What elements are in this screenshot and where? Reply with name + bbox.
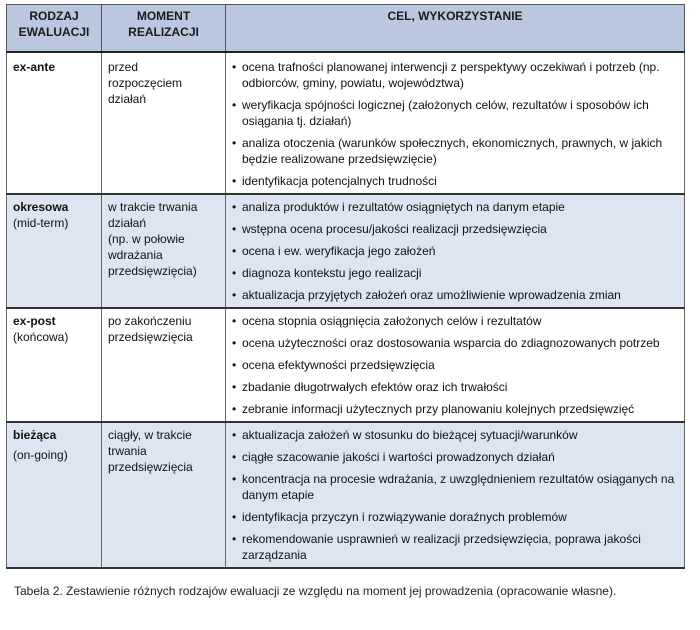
- moment-line: przedsięwzięcia: [108, 330, 193, 344]
- moment-line: działań: [108, 92, 147, 106]
- goals-cell: [226, 422, 685, 568]
- type-cell: [7, 308, 102, 422]
- moment-line: trwania: [108, 444, 147, 458]
- moment-line: rozpoczęciem: [108, 76, 183, 90]
- moment-line: ciągły, w trakcie: [108, 428, 192, 442]
- list-item: • identyfikacja przyczyn i rozwiązywanie doraźnych problemów: [232, 509, 678, 525]
- list-item: • weryfikacja spójności logicznej (założonych celów, rezultatów i sposobów ich osiągania tj. działań): [232, 97, 678, 129]
- type-cell: [7, 52, 102, 194]
- list-item: • ciągłe szacowanie jakości i wartości prowadzonych działań: [232, 449, 678, 465]
- list-item: • ocena stopnia osiągnięcia założonych celów i rezultatów: [232, 313, 678, 329]
- header-goal: [226, 5, 685, 53]
- type-cell: [7, 194, 102, 308]
- list-item: • zebranie informacji użytecznych przy planowaniu kolejnych przedsięwzięć: [232, 401, 678, 417]
- evaluation-type-subtitle: (mid-term): [13, 216, 69, 230]
- list-item: • diagnoza kontekstu jego realizacji: [232, 265, 678, 281]
- moment-cell: [102, 422, 226, 568]
- list-item: • rekomendowanie usprawnień w realizacji przedsięwzięcia, poprawa jakości zarządzania: [232, 531, 678, 563]
- evaluation-type-name: bieżąca: [13, 428, 57, 442]
- table-row: [7, 308, 685, 422]
- list-item: • wstępna ocena procesu/jakości realizacji przedsięwzięcia: [232, 221, 678, 237]
- moment-line: przed: [108, 60, 139, 74]
- header-line: REALIZACJI: [128, 25, 199, 39]
- header-moment: [102, 5, 226, 53]
- list-item: • aktualizacja przyjętych założeń oraz umożliwienie wprowadzenia zmian: [232, 287, 678, 303]
- type-cell: [7, 422, 102, 568]
- evaluation-type-subtitle: (on-going): [13, 448, 68, 462]
- evaluation-type-subtitle: (końcowa): [13, 330, 69, 344]
- goals-cell: [226, 194, 685, 308]
- list-item: • ocena trafności planowanej interwencji z perspektywy oczekiwań i potrzeb (np. odbiorców, gminy, powiatu, województwa): [232, 59, 678, 91]
- moment-cell: [102, 52, 226, 194]
- goals-list: [232, 199, 678, 303]
- header-line: RODZAJ: [29, 9, 79, 23]
- moment-line: w trakcie trwania: [108, 200, 198, 214]
- header-row: [7, 5, 685, 53]
- list-item: • analiza otoczenia (warunków społecznych, ekonomicznych, prawnych, w jakich będzie realizowane przedsięwzięcie): [232, 135, 678, 167]
- goals-list: [232, 427, 678, 563]
- evaluation-types-table: [6, 4, 685, 569]
- table-row: [7, 422, 685, 568]
- goals-list: [232, 313, 678, 417]
- header-line: MOMENT: [136, 9, 191, 23]
- list-item: • identyfikacja potencjalnych trudności: [232, 173, 678, 189]
- list-item: • aktualizacja założeń w stosunku do bieżącej sytuacji/warunków: [232, 427, 678, 443]
- goals-cell: [226, 52, 685, 194]
- header-line: EWALUACJI: [18, 25, 90, 39]
- evaluation-type-name: okresowa: [13, 200, 69, 214]
- table-row: [7, 194, 685, 308]
- goals-cell: [226, 308, 685, 422]
- table-caption: Tabela 2. Zestawienie różnych rodzajów ewaluacji ze względu na moment jej prowadzenia (opracowanie własne).: [14, 584, 617, 598]
- evaluation-type-name: ex-ante: [13, 60, 56, 74]
- moment-line: wdrażania: [108, 248, 163, 262]
- evaluation-type-name: ex-post: [13, 314, 56, 328]
- moment-line: przedsięwzięcia: [108, 460, 193, 474]
- table-row: [7, 52, 685, 194]
- moment-cell: [102, 308, 226, 422]
- list-item: • koncentracja na procesie wdrażania, z uwzględnieniem rezultatów osiąganych na danym etapie: [232, 471, 678, 503]
- moment-line: po zakończeniu: [108, 314, 192, 328]
- list-item: • ocena użyteczności oraz dostosowania wsparcia do zdiagnozowanych potrzeb: [232, 335, 678, 351]
- moment-line: działań: [108, 216, 147, 230]
- moment-line: (np. w połowie: [108, 232, 185, 246]
- moment-cell: [102, 194, 226, 308]
- moment-line: przedsięwzięcia): [108, 264, 197, 278]
- goals-list: [232, 59, 678, 189]
- list-item: • ocena efektywności przedsięwzięcia: [232, 357, 678, 373]
- list-item: • analiza produktów i rezultatów osiągniętych na danym etapie: [232, 199, 678, 215]
- list-item: • ocena i ew. weryfikacja jego założeń: [232, 243, 678, 259]
- header-line: CEL, WYKORZYSTANIE: [387, 9, 523, 23]
- header-evaluation-type: [7, 5, 102, 53]
- list-item: • zbadanie długotrwałych efektów oraz ich trwałości: [232, 379, 678, 395]
